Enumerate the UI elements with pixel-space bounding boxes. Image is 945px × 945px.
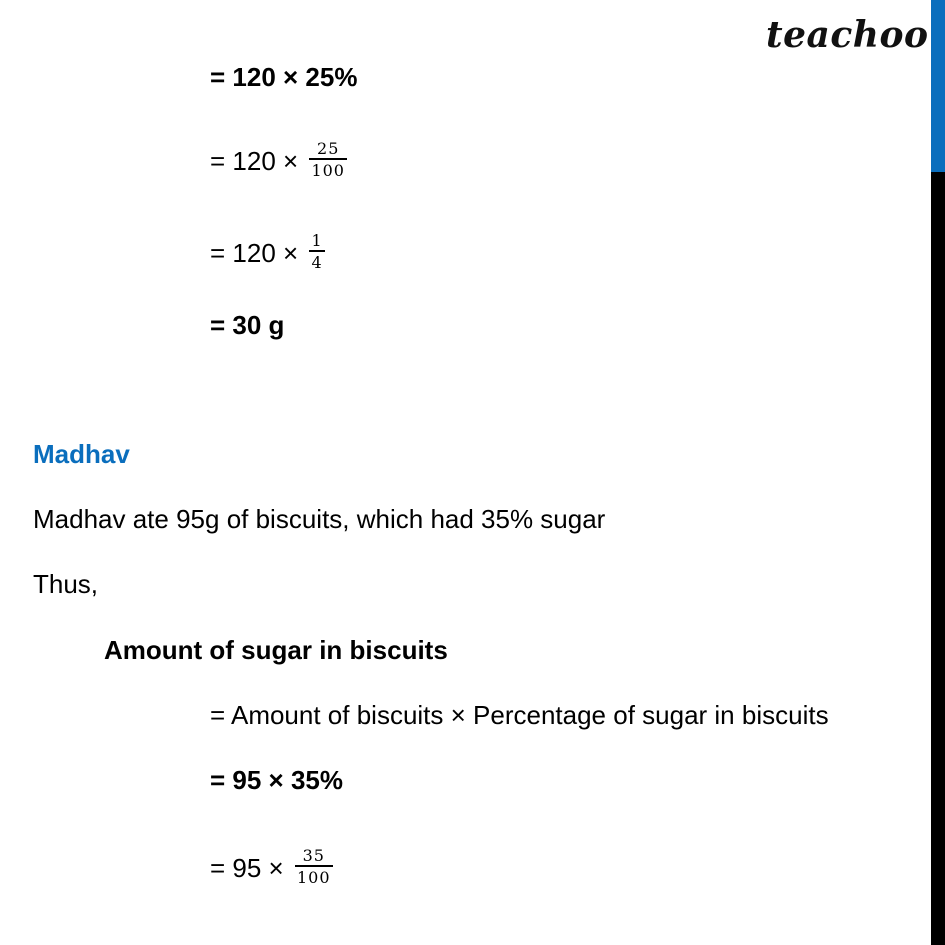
teachoo-logo: teachoo (766, 14, 929, 56)
fraction-25-100 (309, 140, 347, 180)
step-95-times-35-percent: = 95 × 35% (210, 765, 343, 795)
denominator: 100 (309, 158, 347, 180)
numerator: 35 (302, 846, 325, 865)
fraction-35-100 (295, 847, 333, 887)
thus-text: Thus, (33, 569, 99, 599)
expression-prefix: = 120 × (210, 237, 299, 268)
fraction-1-4 (309, 232, 324, 272)
expression-prefix: = 95 × (210, 852, 284, 883)
subheading-amount-of-sugar: Amount of sugar in biscuits (104, 635, 448, 665)
expression-prefix: = 120 × (210, 145, 299, 176)
side-accent-bar-black (931, 172, 945, 945)
side-accent-bar-blue (931, 0, 945, 172)
numerator: 1 (311, 231, 323, 250)
section-heading-madhav: Madhav (33, 439, 130, 469)
step-95-times-35-over-100 (210, 846, 333, 890)
result-30g: = 30 g (210, 310, 285, 340)
step-120-times-25-over-100 (210, 139, 347, 183)
denominator: 4 (309, 250, 324, 272)
step-120-times-25-percent: = 120 × 25% (210, 62, 358, 92)
step-120-times-1-over-4 (210, 231, 325, 275)
formula-text: = Amount of biscuits × Percentage of sugar in biscuits (210, 700, 829, 730)
statement-text: Madhav ate 95g of biscuits, which had 35% sugar (33, 504, 606, 534)
numerator: 25 (317, 139, 340, 158)
denominator: 100 (295, 865, 333, 887)
